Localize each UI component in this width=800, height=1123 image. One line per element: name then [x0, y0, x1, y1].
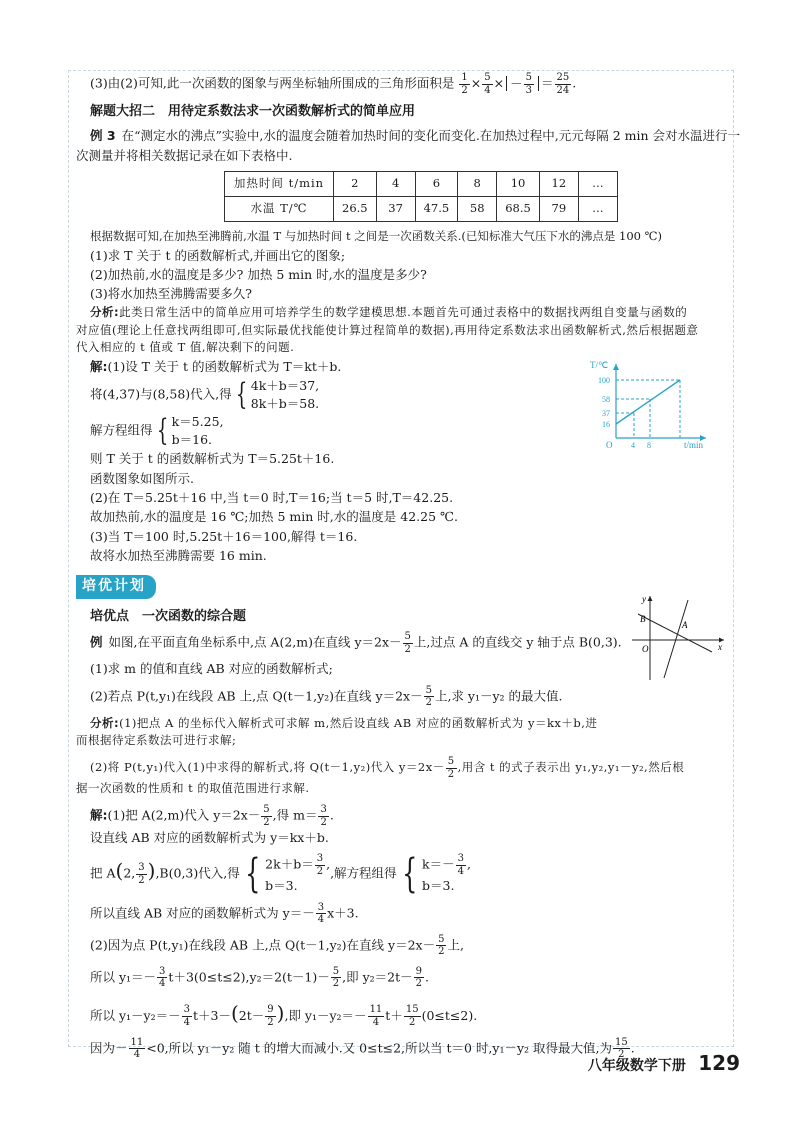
frac-3-4: $\frac{3}{4}$ [183, 1004, 190, 1028]
sol-s4 [76, 902, 726, 926]
sol-s7: 所以 y₁－y₂＝－ $\frac{3}{4}$ t＋3－(2t－ $\frac{9}{2}$ ),即 y₁－y₂＝－ $\frac{11}{4}$ t＋ $\frac{15}{2}$ (0≤t≤2). [90, 1000, 478, 1028]
table-header-temp: 水温 T/℃ [225, 196, 334, 221]
y-label: y [642, 594, 646, 604]
table-cell: 26.5 [334, 196, 377, 221]
sol-text: 所以 y₁＝－ [90, 969, 157, 985]
table-cell: 68.5 [497, 196, 540, 221]
example-analysis-4: 据一次函数的性质和 t 的取值范围进行求解. [76, 781, 310, 796]
analysis-text: 此类日常生活中的简单应用可培养学生的数学建模思想.本题首先可通过表格中的数据找两组自变量与函数的 [119, 304, 688, 319]
example-q2-text: (2)若点 P(t,y₁)在线段 AB 上,点 Q(t－1,y₂)在直线 y＝2x－ [90, 688, 423, 704]
y-axis-arrow-icon [613, 364, 619, 370]
sol-text: t＋3(0≤t≤2),y₂＝2(t－1)－ [168, 969, 330, 985]
origin-label: O [642, 644, 649, 654]
equation-system-1: { 4k＋b＝37, 8k＋b＝58. [235, 376, 320, 412]
x-tick-label: 8 [647, 441, 651, 450]
sol-text: (2)因为点 P(t,y₁)在线段 AB 上,点 Q(t－1,y₂)在直线 y＝2x－ [90, 937, 436, 953]
solution-label: 解: [90, 359, 108, 375]
sol-s2: 设直线 AB 对应的函数解析式为 y＝kx＋b. [90, 830, 329, 846]
section-banner: 培优计划 [76, 575, 156, 599]
sol-text: 上, [447, 937, 464, 953]
equation-system-4: { k＝－ $\frac{3}{4}$ , b＝3. [401, 851, 471, 898]
eq-line: b＝3. [265, 878, 298, 894]
sol-text: 所以直线 AB 对应的函数解析式为 y＝－ [90, 905, 315, 921]
frac-5-2: $\frac{5}{2}$ [447, 756, 455, 780]
example3-line2: 次测量并将相关数据记录在如下表格中. [76, 147, 293, 163]
frac-11-4: $\frac{11}{4}$ [130, 1036, 144, 1061]
sol3-s1-text: (1)设 T 关于 t 的函数解析式为 T＝kt＋b. [107, 359, 342, 375]
example3-text1: 在“测定水的沸点”实验中,水的温度会随着加热时间的变化而变化.在加热过程中,元元每隔 2 min 会对水温进行一 [121, 128, 741, 144]
example-q2 [76, 685, 726, 709]
eq-line: 2k＋b＝ $\frac{3}{2}$ , [265, 853, 331, 877]
page-footer [588, 1048, 740, 1079]
sol-text: 把 A [90, 865, 116, 881]
part3-text: (3)由(2)可知,此一次函数的图象与两坐标轴所围成的三角形面积是 [90, 75, 455, 91]
ex3-analysis-1 [76, 304, 726, 322]
eq-line: b＝3. [422, 878, 455, 894]
frac-c: $\frac{5}{3}$ [525, 72, 532, 96]
sol-text: ,即 y₂＝2t－ [342, 969, 413, 985]
y-tick-label: 16 [602, 420, 610, 429]
analysis-text: ,用含 t 的式子表示出 y₁,y₂,y₁－y₂,然后根 [457, 760, 685, 775]
analysis-label: 分析: [90, 304, 120, 319]
example-text: 如图,在平面直角坐标系中,点 A(2,m)在直线 y＝2x－ [108, 634, 402, 650]
origin-label: O [606, 440, 613, 450]
ex3-q3: (3)将水加热至沸腾需要多久? [90, 286, 252, 302]
coordinate-diagram [628, 592, 728, 682]
table-cell: 8 [458, 171, 497, 196]
ex3-analysis-2: 对应值(理论上任意找两组即可,但实际最优找能使计算过程简单的数据),再用待定系数法求出函数解析式,然后根据题意 [76, 322, 699, 337]
table-cell: 79 [539, 196, 578, 221]
frac-5-2: $\frac{5}{2}$ [332, 965, 340, 990]
sol-text: t＋3－ [193, 1007, 231, 1023]
solution-label: 解: [90, 807, 108, 823]
eq-line: 4k＋b＝37, [250, 377, 320, 393]
table-cell: … [578, 171, 617, 196]
table-cell: 58 [458, 196, 497, 221]
sol-text: 2t－ [238, 1007, 265, 1023]
sol-text: ,得 m＝ [272, 807, 318, 823]
eq-line: 8k＋b＝58. [250, 395, 320, 411]
frac-9-2: $\frac{9}{2}$ [267, 1004, 274, 1028]
sol-text: 所以 y₁－y₂＝－ [90, 1007, 181, 1023]
sol3-s8: (3)当 T＝100 时,5.25t＋16＝100,解得 t＝16. [90, 528, 358, 544]
sol-text: (1)把 A(2,m)代入 y＝2x－ [107, 807, 261, 823]
frac-5-2: $\frac{5}{2}$ [404, 631, 411, 655]
ex3-q2: (2)加热前,水的温度是多少? 加热 5 min 时,水的温度是多少? [90, 267, 427, 283]
sol3-s7: 故加热前,水的温度是 16 ℃;加热 5 min 时,水的温度是 42.25 ℃. [90, 509, 458, 525]
table-cell: 37 [376, 196, 415, 221]
table-cell: 6 [415, 171, 458, 196]
y-axis-label: T/℃ [590, 360, 609, 370]
example-q1: (1)求 m 的值和直线 AB 对应的函数解析式; [90, 661, 333, 677]
sol3-s5: 函数图象如图所示. [90, 470, 194, 486]
x-label: x [718, 642, 722, 652]
data-table [224, 171, 618, 222]
y-tick-label: 58 [602, 395, 610, 404]
part3-line: (3)由(2)可知,此一次函数的图象与两坐标轴所围成的三角形面积是 $\frac{1}{2}$ × $\frac{5}{4}$ × － $\frac{5}{3}$ ＝ $\frac{25}{24}$ . [90, 72, 577, 96]
table-cell: 4 [376, 171, 415, 196]
frac-9-2: $\frac{9}{2}$ [415, 965, 423, 990]
table-row-temp [225, 196, 618, 221]
subhead: 培优点 一次函数的综合题 [90, 609, 247, 625]
analysis-label: 分析: [90, 715, 120, 730]
temperature-graph [586, 360, 716, 450]
table-cell: 10 [497, 171, 540, 196]
table-header-time: 加热时间 t/min [225, 171, 334, 196]
frac-3-2: $\frac{3}{2}$ [138, 862, 145, 886]
eq-line: b＝16. [171, 432, 212, 448]
sol-text: ,B(0,3)代入,得 [155, 865, 240, 881]
frac-3-2: $\frac{3}{2}$ [320, 804, 327, 828]
frac-a: $\frac{1}{2}$ [461, 72, 468, 96]
eq-line: k＝－ $\frac{3}{4}$ , [422, 853, 471, 877]
analysis-text: (1)把点 A 的坐标代入解析式可求解 m,然后设直线 AB 对应的函数解析式为 y＝kx＋b,进 [119, 715, 598, 730]
sol-text: <0,所以 y₁－y₂ 随 t 的增大而减小.又 0≤t≤2,所以当 t＝0 时,y₁－y₂ 取得最大值,为 [146, 1040, 612, 1056]
page-number: 129 [698, 1051, 740, 1075]
sol3-s3-text: 解方程组得 [90, 422, 153, 438]
y-axis-arrow-icon [648, 596, 653, 601]
frac-5-2: $\frac{5}{2}$ [425, 684, 432, 709]
analysis-text: (2)将 P(t,y₁)代入(1)中求得的解析式,将 Q(t－1,y₂)代入 y＝2x－ [90, 760, 445, 775]
ex3-analysis-3: 代入相应的 t 值或 T 值,解决剩下的问题. [76, 340, 295, 355]
example-analysis-1 [76, 715, 726, 733]
example-analysis-3 [76, 756, 726, 780]
sol3-s2-text: 将(4,37)与(8,58)代入,得 [90, 386, 232, 402]
x-tick-label: 4 [631, 441, 635, 450]
table-cell: 2 [334, 171, 377, 196]
sol-text: (0≤t≤2). [421, 1007, 478, 1023]
frac-3-4: $\frac{3}{4}$ [317, 901, 325, 926]
function-line [616, 380, 680, 424]
x-axis-label: t/min [684, 440, 704, 450]
sol-s1: 解:(1)把 A(2,m)代入 y＝2x－ $\frac{5}{2}$ ,得 m＝ $\frac{3}{2}$ . [90, 804, 334, 828]
point-b-label: B [640, 614, 646, 624]
example-text: 上,过点 A 的直线交 y 轴于点 B(0,3). [413, 634, 622, 650]
frac-result: $\frac{25}{24}$ [556, 72, 570, 96]
table-cell: 12 [539, 171, 578, 196]
sol-text: t＋ [385, 1007, 403, 1023]
example3-label: 例 3 [90, 128, 116, 144]
sol-text: 因为－ [90, 1040, 128, 1056]
sol3-s6: (2)在 T＝5.25t＋16 中,当 t＝0 时,T＝16;当 t＝5 时,T＝42.25. [90, 489, 454, 505]
frac-b: $\frac{5}{4}$ [484, 72, 491, 96]
frac-5-2: $\frac{5}{2}$ [438, 933, 445, 958]
eq-line: k＝5.25, [171, 413, 224, 429]
example-label: 例 [90, 634, 103, 650]
ex3-body-l1: 根据数据可知,在加热至沸腾前,水温 T 与加热时间 t 之间是一次函数关系.(已知标准大气压下水的沸点是 100 ℃) [90, 228, 662, 243]
sol-text: 2, [123, 865, 136, 881]
section2-title: 解题大招二 用待定系数法求一次函数解析式的简单应用 [90, 104, 416, 119]
table-cell: 47.5 [415, 196, 458, 221]
y-tick-label: 100 [598, 376, 610, 385]
book-title: 八年级数学下册 [587, 1058, 686, 1074]
frac-15-2: $\frac{15}{2}$ [405, 1004, 419, 1028]
table-row-time [225, 171, 618, 196]
sol-s3: 把 A(2, $\frac{3}{2}$ ),B(0,3)代入,得 { 2k＋b＝ $\frac{3}{2}$ , b＝3. ,解方程组得 { k＝－ $\frac{3}{4}$ , b＝3. [90, 851, 471, 898]
frac-11-4: $\frac{11}{4}$ [369, 1004, 383, 1028]
sol3-s4: 则 T 关于 t 的函数解析式为 T＝5.25t＋16. [90, 451, 335, 467]
frac-5-2: $\frac{5}{2}$ [263, 804, 270, 828]
equation-system-3: { 2k＋b＝ $\frac{3}{2}$ , b＝3. [244, 851, 331, 898]
point-a-label: A [682, 620, 688, 630]
line-y-2x [664, 600, 688, 678]
example-q2-text: 上,求 y₁－y₂ 的最大值. [434, 688, 563, 704]
sol-s6: 所以 y₁＝－ $\frac{3}{4}$ t＋3(0≤t≤2),y₂＝2(t－1)－ $\frac{5}{2}$ ,即 y₂＝2t－ $\frac{9}{2}$ . [90, 965, 429, 990]
equation-system-2: { k＝5.25, b＝16. [156, 413, 224, 449]
table-cell: … [578, 196, 617, 221]
sol-s5 [76, 934, 726, 958]
ex3-q1: (1)求 T 关于 t 的函数解析式,并画出它的图象; [90, 247, 346, 263]
line-ab [638, 614, 712, 652]
sol-text: x＋3. [327, 905, 359, 921]
page-content [76, 72, 741, 1061]
sol-text: . [630, 1040, 635, 1056]
example3-line1 [76, 126, 741, 145]
sol3-s9: 故将水加热至沸腾需要 16 min. [90, 548, 267, 564]
frac-3-4: $\frac{3}{4}$ [159, 965, 166, 990]
example-analysis-2: 而根据待定系数法可进行求解; [76, 733, 237, 748]
sol-text: ,即 y₁－y₂＝－ [284, 1007, 367, 1023]
frac-15-2: $\frac{15}{2}$ [615, 1036, 628, 1061]
sol-text: ,解方程组得 [330, 865, 397, 881]
y-tick-label: 37 [602, 409, 610, 418]
